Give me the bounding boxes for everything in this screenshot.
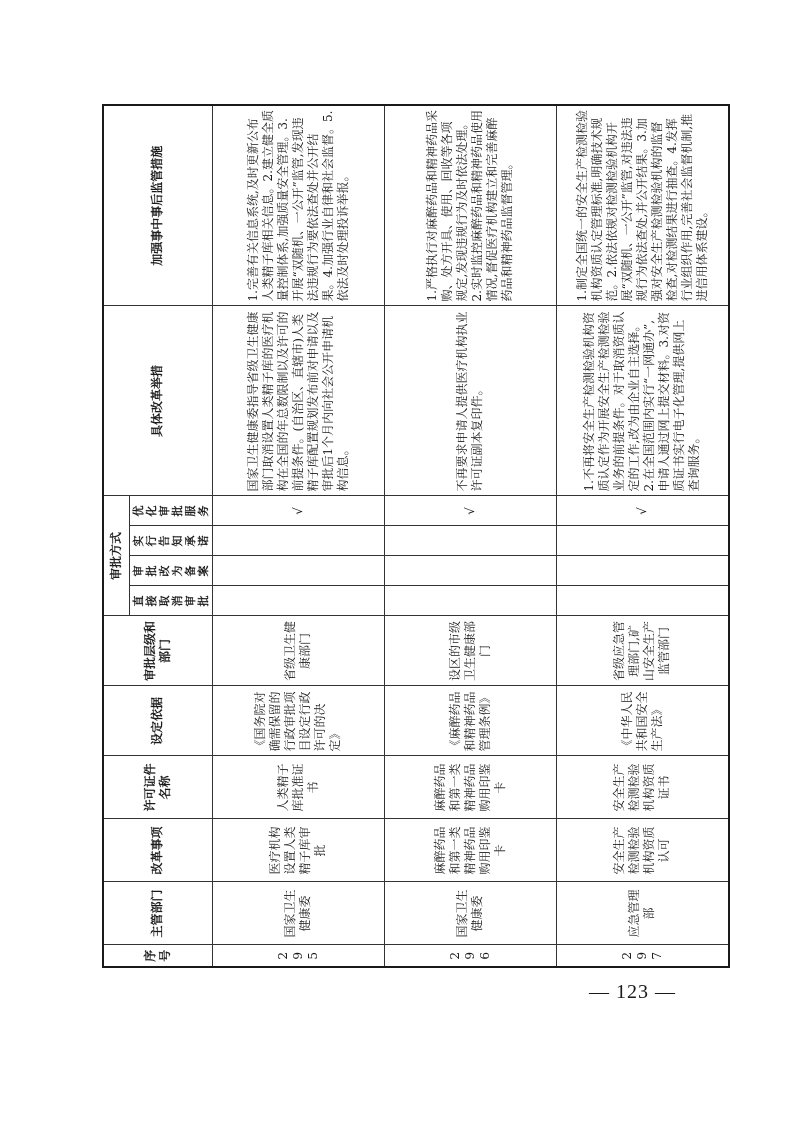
header-mode: 审批方式 xyxy=(103,496,129,616)
cell-supervision: 1.严格执行对麻醉药品和精神药品采购、处方开具、使用、回收等各项规定,发现违规行为及时依法处理。2.实时监控麻醉药品和精神药品使用情况,督促医疗机构建立和完善麻醉药品和精神药品监督管理。 xyxy=(384,105,556,306)
header-row-1 xyxy=(103,105,129,967)
cell-item: 医疗机构设置人类精子库审批 xyxy=(212,819,384,882)
cell-promise xyxy=(212,526,384,556)
cell-license: 安全生产检测检验机构资质证书 xyxy=(556,756,729,819)
table-row xyxy=(384,105,556,967)
cell-cancel xyxy=(556,586,729,616)
header-supervision: 加强事中事后监管措施 xyxy=(103,105,212,306)
cell-basis: 《国务院对确需保留的行政审批项目设定行政许可的决定》 xyxy=(212,686,384,756)
header-license: 许可证件名称 xyxy=(103,756,212,819)
page-number: — 123 — xyxy=(589,981,676,1003)
header-seq: 序号 xyxy=(103,945,212,967)
table-row xyxy=(556,105,729,967)
cell-supervision: 1.完善有关信息系统,及时更新公布人类精子库相关信息。2.建立健全质量控制体系,加强质量安全管理。3.开展“双随机、一公开”监管,发现违法违规行为要依法查处并公开结果。4.加强行业自律和社会监督。5.依法及时处理投诉举报。 xyxy=(212,105,384,306)
cell-item: 安全生产检测检验机构资质认可 xyxy=(556,819,729,882)
cell-cancel xyxy=(212,586,384,616)
reform-table xyxy=(102,104,730,968)
cell-promise xyxy=(556,526,729,556)
cell-dept: 应急管理部 xyxy=(556,882,729,945)
header-level: 审批层级和部门 xyxy=(103,616,212,686)
rotated-table-container xyxy=(102,106,709,968)
cell-level: 省级应急管理部门,矿山安全生产监管部门 xyxy=(556,616,729,686)
cell-measures: 不再要求申请人提供医疗机构执业许可证副本复印件。 xyxy=(384,306,556,496)
cell-dept: 国家卫生健康委 xyxy=(212,882,384,945)
header-mode-promise: 实行告知承诺 xyxy=(129,526,212,556)
cell-promise xyxy=(384,526,556,556)
cell-license: 麻醉药品和第一类精神药品购用印鉴卡 xyxy=(384,756,556,819)
cell-optimize: √ xyxy=(556,496,729,526)
cell-seq: 297 xyxy=(556,945,729,967)
header-item: 改革事项 xyxy=(103,819,212,882)
cell-measures: 国家卫生健康委指导省级卫生健康部门取消设置人类精子库的医疗机构在全国的年总数限制以及许可的前提条件。(自治区、直辖市)人类精子库配置规划发布前对申请以及审批后1个月内向社会公开申请机构信息。 xyxy=(212,306,384,496)
cell-supervision: 1.制定全国统一的安全生产检测检验机构资质认定管理标准,明确技术规范。2.依法依规对检测检验机构开展“双随机、一公开”监管,对违法违规行为依法查处,并公开结果。3.加强对安全生产检测检验机构的监督检查,对检测结果进行抽查。4.发挥行业组织作用,完善社会监督机制,推进信用体系建设。 xyxy=(556,105,729,306)
header-basis: 设定依据 xyxy=(103,686,212,756)
cell-basis: 《麻醉药品和精神药品管理条例》 xyxy=(384,686,556,756)
header-dept: 主管部门 xyxy=(103,882,212,945)
cell-measures: 1.不再将安全生产检测检验机构资质认定作为开展安全生产检测检验业务的前提条件。对于取消资质认定的工作,改为由企业自主选择。2.在全国范围内实行“一网通办”,申请人通过网上提交材料。3.对资质证书实行电子化管理,提供网上查询服务。 xyxy=(556,306,729,496)
header-mode-optimize: 优化审批服务 xyxy=(129,496,212,526)
header-mode-cancel: 直接取消审批 xyxy=(129,586,212,616)
table-row xyxy=(212,105,384,967)
cell-record xyxy=(384,556,556,586)
header-mode-record: 审批改为备案 xyxy=(129,556,212,586)
cell-basis: 《中华人民共和国安全生产法》 xyxy=(556,686,729,756)
cell-record xyxy=(556,556,729,586)
cell-item: 麻醉药品和第一类精神药品购用印鉴卡 xyxy=(384,819,556,882)
cell-dept: 国家卫生健康委 xyxy=(384,882,556,945)
header-measures: 具体改革举措 xyxy=(103,306,212,496)
cell-seq: 295 xyxy=(212,945,384,967)
cell-license: 人类精子库批准证书 xyxy=(212,756,384,819)
cell-seq: 296 xyxy=(384,945,556,967)
cell-record xyxy=(212,556,384,586)
cell-level: 省级卫生健康部门 xyxy=(212,616,384,686)
cell-cancel xyxy=(384,586,556,616)
cell-optimize: √ xyxy=(212,496,384,526)
cell-optimize: √ xyxy=(384,496,556,526)
cell-level: 设区的市级卫生健康部门 xyxy=(384,616,556,686)
